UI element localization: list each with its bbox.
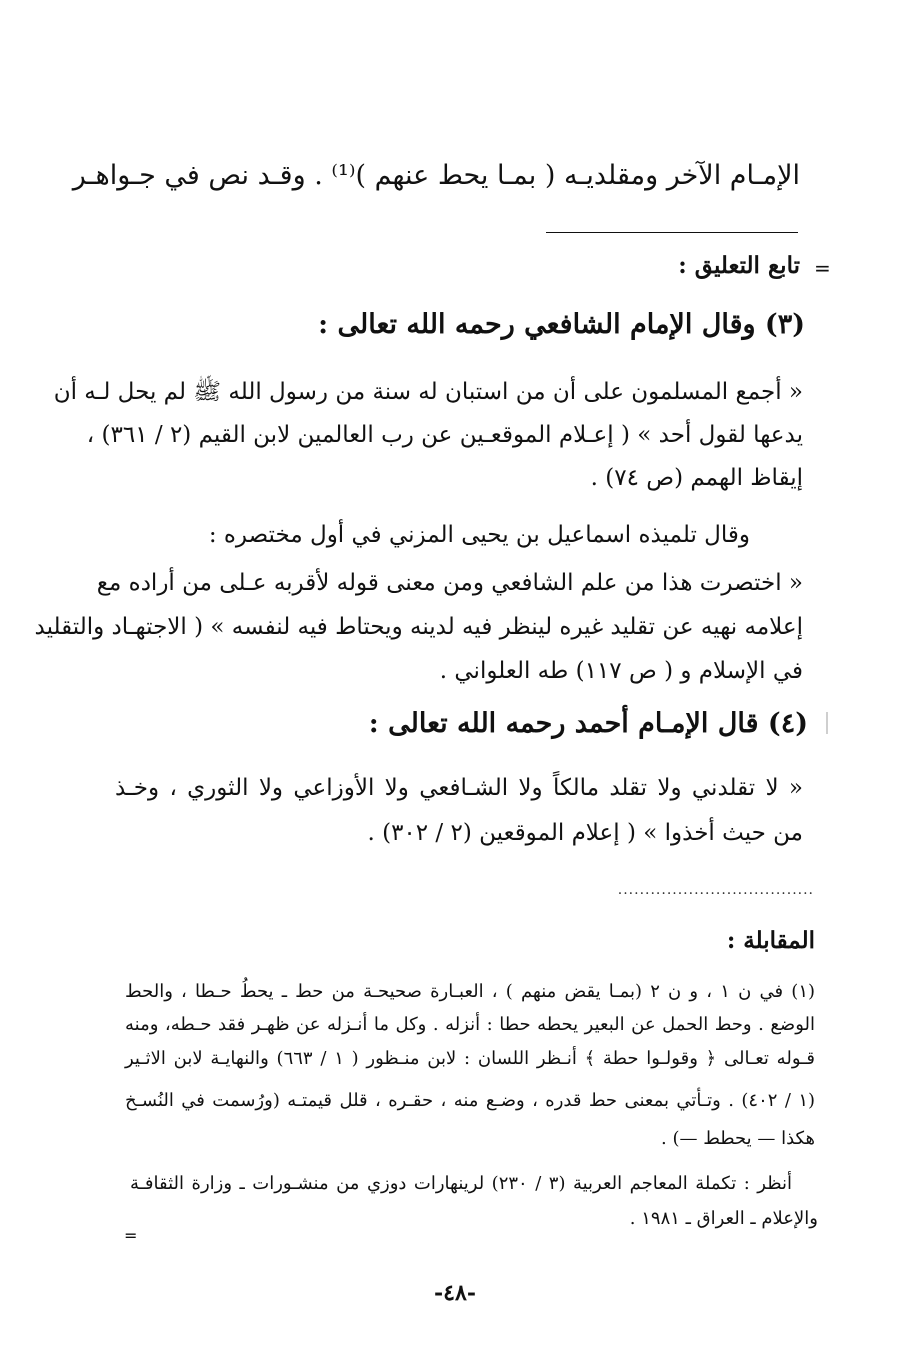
footnote-line-5: هكذا — يحطط —) .: [661, 1128, 815, 1149]
footnote-line-1: (١) في ن ١ ، و ن ٢ (بمـا يقض منهم ) ، العبـارة صحيحـة من حط ـ يحطُ حـطا ، والحط: [125, 981, 816, 1002]
text-line-8: « اختصرت هذا من علم الشافعي ومن معنى قوله لأقربه عـلى من أراده مع: [96, 570, 803, 596]
text-line-1: الإمـام الآخر ومقلديـه ( بمـا يحط عنهم )⁽¹⁾ . وقـد نص في جـواهـر: [72, 160, 800, 191]
heading-imam-ahmad: (٤) قال الإمـام أحمد رحمه الله تعالى :: [368, 708, 808, 739]
section-heading-continued-commentary: تابع التعليق :: [678, 252, 800, 279]
footnote-heading: المقابلة :: [726, 927, 815, 954]
text-line-12: « لا تقلدني ولا تقلد مالكاً ولا الشـافعي ولا الأوزاعي ولا الثوري ، وخـذ: [115, 775, 803, 801]
text-line-4: « أجمع المسلمون على أن من استبان له سنة من رسول الله ﷺ لم يحل لـه أن: [53, 379, 803, 405]
text-line-9: إعلامه نهيه عن تقليد غيره لينظر فيه لدينه ويحتاط فيه لنفسه » ( الاجتهـاد والتقليد: [34, 614, 803, 640]
footnote-separator: ....................................: [617, 882, 814, 898]
text-line-10: في الإسلام و ( ص ١١٧) طه العلواني .: [439, 658, 803, 684]
heading-imam-shafii: (٣) وقال الإمام الشافعي رحمه الله تعالى :: [318, 309, 805, 340]
continuation-mark: =: [814, 256, 831, 280]
footnote-line-6: أنظر : تكملة المعاجم العربية (٣ / ٢٣٠) لرينهارات دوزي من منشـورات ـ وزارة الثقافـة: [130, 1173, 792, 1194]
separator-rule: [546, 232, 798, 233]
footnote-line-7: والإعلام ـ العراق ـ ١٩٨١ .: [629, 1208, 818, 1229]
continuation-mark-bottom: =: [124, 1226, 138, 1245]
text-line-6: إيقاظ الهمم (ص ٧٤) .: [590, 465, 803, 491]
margin-mark: [826, 712, 828, 734]
text-line-7: وقال تلميذه اسماعيل بن يحيى المزني في أول مختصره :: [208, 522, 750, 548]
text-line-13: من حيث أخذوا » ( إعلام الموقعين (٢ / ٣٠٢) .: [367, 820, 803, 846]
footnote-line-3: قـوله تعـالى ﴿ وقولـوا حطة ﴾ أنـظر اللسان : لابن منـظور ( ١ / ٦٦٣) والنهايـة لابن الاثـير: [125, 1048, 815, 1069]
footnote-line-4: (١ / ٤٠٢) . وتـأتي بمعنى حط قدره ، وضـع منه ، حقـره ، قلل قيمتـه (ورُسمت في النُسـخ: [125, 1090, 816, 1111]
text-line-5: يدعها لقول أحد » ( إعـلام الموقعـين عن رب العالمين لابن القيم (٢ / ٣٦١) ،: [86, 422, 803, 448]
footnote-line-2: الوضع . وحط الحمل عن البعير يحطه حطا : أنزله . وكل ما أنـزله عن ظهـر فقد حـطه، ومنه: [125, 1014, 815, 1035]
page-number: -٤٨-: [434, 1280, 476, 1306]
